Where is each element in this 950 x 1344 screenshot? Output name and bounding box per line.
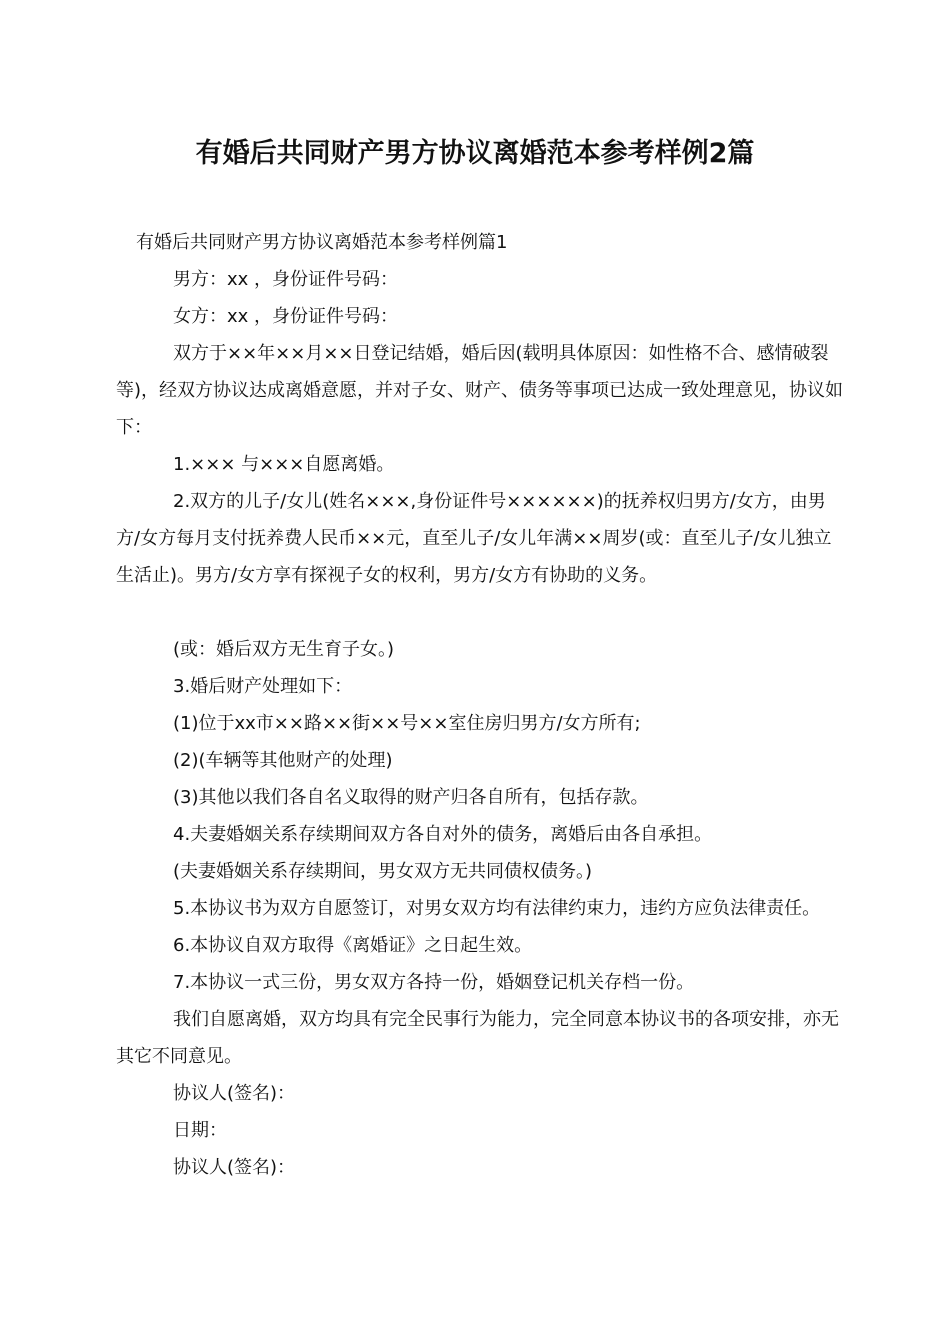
clause-7: 7.本协议一式三份，男女双方各持一份，婚姻登记机关存档一份。 — [173, 972, 695, 993]
section-heading: 有婚后共同财产男方协议离婚范本参考样例篇1 — [136, 232, 508, 253]
clause-6: 6.本协议自双方取得《离婚证》之日起生效。 — [173, 935, 533, 956]
declaration: 我们自愿离婚，双方均具有完全民事行为能力，完全同意本协议书的各项安排，亦无其它不同意见。 — [116, 1009, 839, 1067]
paragraph-intro: 双方于××年××月××日登记结婚，婚后因(载明具体原因：如性格不合、感情破裂等)，经双方协议达成离婚意愿，并对子女、财产、债务等事项已达成一致处理意见，协议如下： — [116, 343, 844, 438]
clause-2-alt: (或：婚后双方无生育子女。) — [173, 639, 395, 660]
signature-line-1: 协议人(签名)： — [173, 1083, 296, 1104]
clause-3-item-3: (3)其他以我们各自名义取得的财产归各自所有，包括存款。 — [173, 787, 649, 808]
clause-1: 1.××× 与×××自愿离婚。 — [173, 454, 395, 475]
clause-3: 3.婚后财产处理如下： — [173, 676, 353, 697]
clause-5: 5.本协议书为双方自愿签订，对男女双方均有法律约束力，违约方应负法律责任。 — [173, 898, 821, 919]
party-male: 男方：xx ，身份证件号码： — [173, 269, 399, 290]
signature-line-2: 协议人(签名)： — [173, 1157, 296, 1178]
date-line: 日期： — [173, 1120, 227, 1141]
document-body — [116, 224, 846, 1186]
party-female: 女方：xx ，身份证件号码： — [173, 306, 399, 327]
clause-3-item-1: (1)位于xx市××路××街××号××室住房归男方/女方所有; — [173, 713, 641, 734]
document-title: 有婚后共同财产男方协议离婚范本参考样例2篇 — [195, 138, 755, 169]
clause-2: 2.双方的儿子/女儿(姓名×××,身份证件号××××××)的抚养权归男方/女方，由男方/女方每月支付抚养费人民币××元，直至儿子/女儿年满××周岁(或：直至儿子/女儿独立生活止)。男方/女方享有探视子女的权利，男方/女方有协助的义务。 — [116, 491, 832, 586]
clause-4-alt: (夫妻婚姻关系存续期间，男女双方无共同债权债务。) — [173, 861, 593, 882]
clause-4: 4.夫妻婚姻关系存续期间双方各自对外的债务，离婚后由各自承担。 — [173, 824, 713, 845]
clause-3-item-2: (2)(车辆等其他财产的处理) — [173, 750, 393, 771]
